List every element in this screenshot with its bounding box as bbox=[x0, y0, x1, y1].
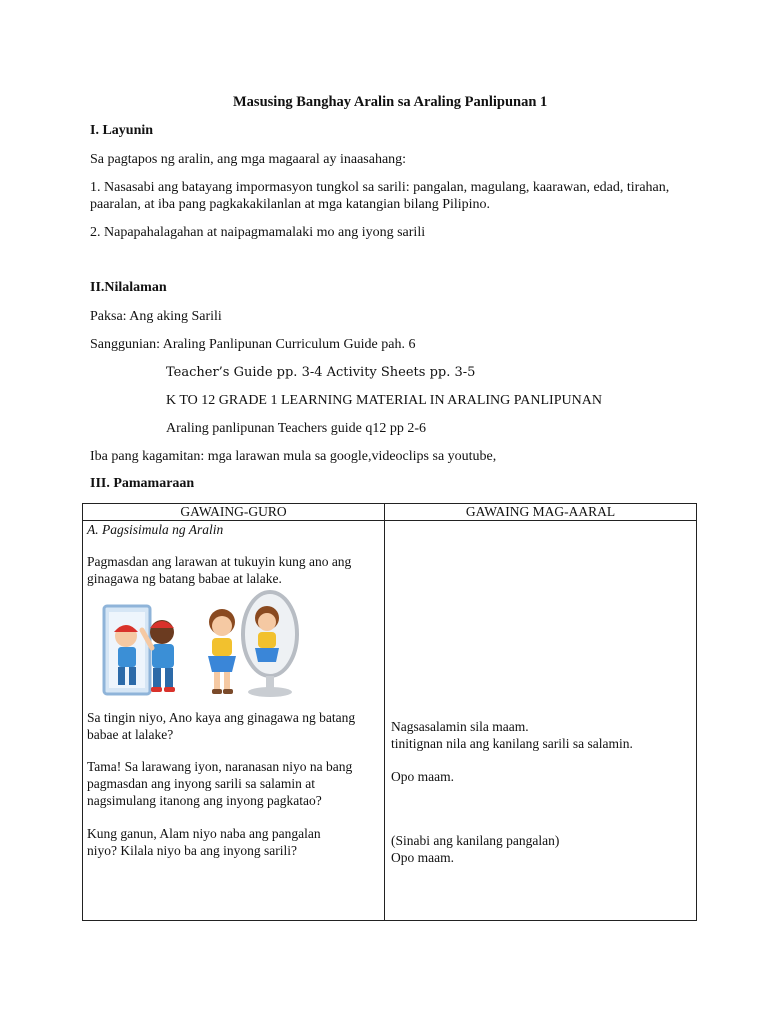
teacher-prompt-2-line-1: Sa tingin niyo, Ano kaya ang ginagawa ng batang bbox=[87, 710, 356, 725]
reference-2: K TO 12 GRADE 1 LEARNING MATERIAL IN ARALING PANLIPUNAN bbox=[166, 393, 602, 408]
student-response-3-line-2: Opo maam. bbox=[391, 850, 454, 865]
section-heading-nilalaman: II.Nilalaman bbox=[90, 280, 167, 295]
section-heading-layunin: I. Layunin bbox=[90, 123, 154, 138]
column-header-gawaing-mag-aaral: GAWAING MAG-AARAL bbox=[385, 504, 697, 521]
section-heading-pamamaraan: III. Pamamaraan bbox=[90, 476, 195, 491]
teacher-prompt-3-line-2: pagmasdan ang inyong sarili sa salamin at bbox=[87, 776, 315, 791]
subheading-pagsisimula: A. Pagsisimula ng Aralin bbox=[87, 522, 224, 537]
teacher-prompt-4-line-1: Kung ganun, Alam niyo naba ang pangalan bbox=[87, 826, 321, 841]
objective-1-line-1: 1. Nasasabi ang batayang impormasyon tungkol sa sarili: pangalan, magulang, kaarawan, edad, tirahan, bbox=[90, 180, 670, 195]
student-response-1-line-1: Nagsasalamin sila maam. bbox=[391, 719, 529, 734]
mirror-picture-icon bbox=[100, 588, 300, 698]
teacher-prompt-3-line-3: nagsimulang itanong ang inyong pagkatao? bbox=[87, 793, 322, 808]
student-activity-cell bbox=[385, 521, 697, 921]
student-response-2: Opo maam. bbox=[391, 769, 454, 784]
reference-1: Teacher’s Guide pp. 3-4 Activity Sheets pp. 3-5 bbox=[166, 365, 476, 380]
objective-2: 2. Napapahalagahan at naipagmamalaki mo ang iyong sarili bbox=[90, 225, 426, 240]
kagamitan: Iba pang kagamitan: mga larawan mula sa google,videoclips sa youtube, bbox=[90, 449, 497, 464]
paksa: Paksa: Ang aking Sarili bbox=[90, 309, 222, 324]
teacher-prompt-1-line-2: ginagawa ng batang babae at lalake. bbox=[87, 571, 282, 586]
lesson-procedure-table bbox=[82, 503, 697, 921]
layunin-intro: Sa pagtapos ng aralin, ang mga magaaral ay inaasahang: bbox=[90, 152, 407, 167]
teacher-prompt-4-line-2: niyo? Kilala niyo ba ang inyong sarili? bbox=[87, 843, 297, 858]
teacher-activity-cell bbox=[83, 521, 385, 921]
teacher-prompt-2-line-2: babae at lalake? bbox=[87, 727, 174, 742]
sanggunian: Sanggunian: Araling Panlipunan Curriculum Guide pah. 6 bbox=[90, 337, 416, 352]
objective-1-line-2: paaralan, at iba pang pagkakakilanlan at mga katangian bilang Pilipino. bbox=[90, 197, 491, 212]
reference-3: Araling panlipunan Teachers guide q12 pp 2-6 bbox=[166, 421, 427, 436]
teacher-prompt-3-line-1: Tama! Sa larawang iyon, naranasan niyo na bang bbox=[87, 759, 353, 774]
column-header-gawaing-guro: GAWAING-GURO bbox=[83, 504, 385, 521]
student-response-1-line-2: tinitignan nila ang kanilang sarili sa salamin. bbox=[391, 736, 633, 751]
student-response-3-line-1: (Sinabi ang kanilang pangalan) bbox=[391, 833, 560, 848]
page-title: Masusing Banghay Aralin sa Araling Panlipunan 1 bbox=[233, 94, 548, 110]
teacher-prompt-1-line-1: Pagmasdan ang larawan at tukuyin kung ano ang bbox=[87, 554, 352, 569]
children-at-mirrors-illustration bbox=[100, 588, 300, 698]
